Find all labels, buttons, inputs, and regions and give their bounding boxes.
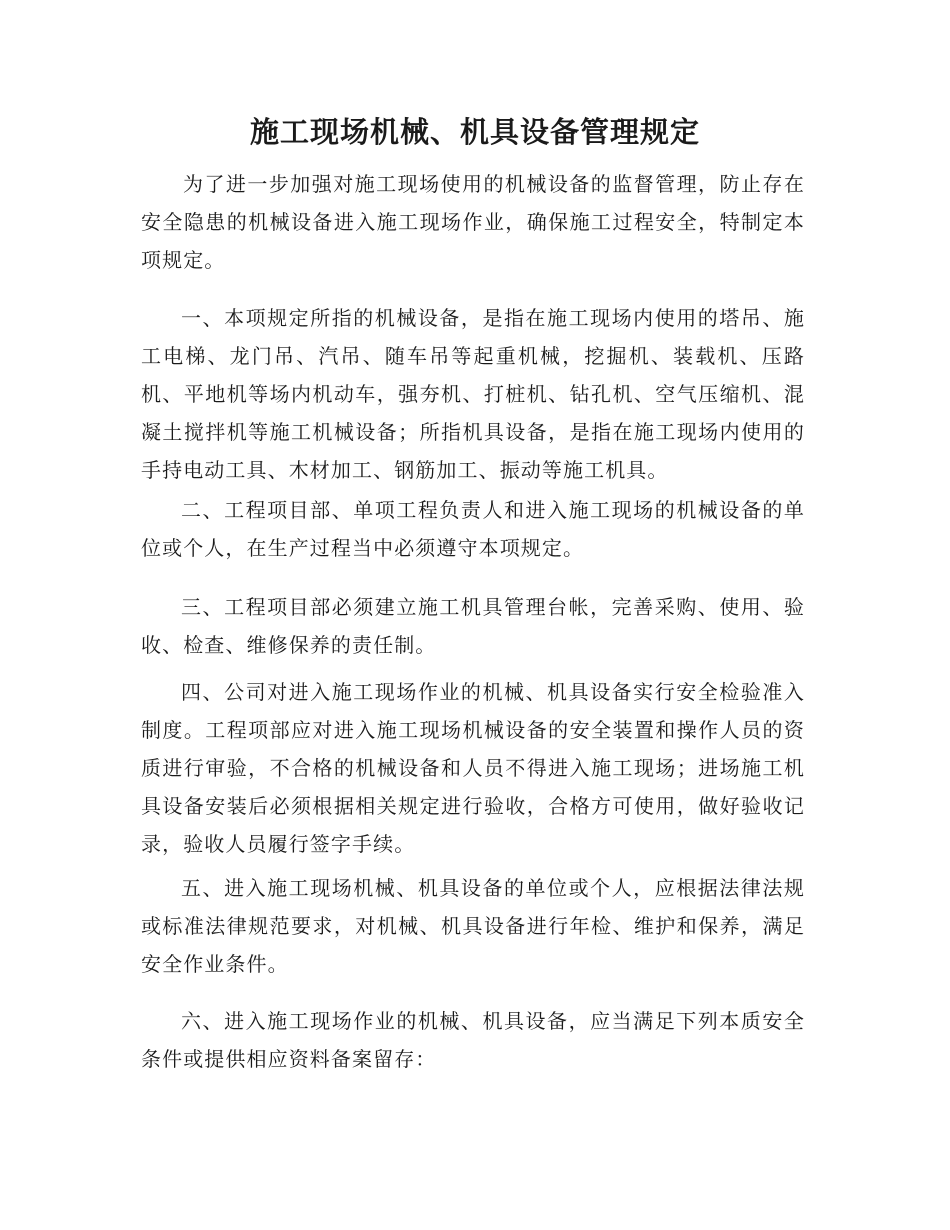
intro-paragraph: 为了进一步加强对施工现场使用的机械设备的监督管理，防止存在安全隐患的机械设备进入施工现场作业，确保施工过程安全，特制定本项规定。	[141, 172, 805, 272]
document-title: 施工现场机械、机具设备管理规定	[249, 115, 700, 149]
clause-1-paragraph: 一、本项规定所指的机械设备，是指在施工现场内使用的塔吊、施工电梯、龙门吊、汽吊、随车吊等起重机械，挖掘机、装载机、压路机、平地机等场内机动车，强夯机、打桩机、钻孔机、空气压缩机、混凝土搅拌机等施工机械设备；所指机具设备，是指在施工现场内使用的手持电动工具、木材加工、钢筋加工、振动等施工机具。	[141, 306, 805, 482]
clause-4-paragraph: 四、公司对进入施工现场作业的机械、机具设备实行安全检验准入制度。工程项部应对进入施工现场机械设备的安全装置和操作人员的资质进行审验，不合格的机械设备和人员不得进入施工现场；进场施工机具设备安装后必须根据相关规定进行验收，合格方可使用，做好验收记录，验收人员履行签字手续。	[141, 680, 805, 856]
clause-2-paragraph: 二、工程项目部、单项工程负责人和进入施工现场的机械设备的单位或个人，在生产过程当中必须遵守本项规定。	[141, 498, 805, 560]
clause-3-paragraph: 三、工程项目部必须建立施工机具管理台帐，完善采购、使用、验收、检查、维修保养的责任制。	[141, 595, 805, 657]
clause-5-paragraph: 五、进入施工现场机械、机具设备的单位或个人，应根据法律法规或标准法律规范要求，对机械、机具设备进行年检、维护和保养，满足安全作业条件。	[141, 876, 805, 976]
clause-6-paragraph: 六、进入施工现场作业的机械、机具设备，应当满足下列本质安全条件或提供相应资料备案留存：	[141, 1009, 805, 1071]
